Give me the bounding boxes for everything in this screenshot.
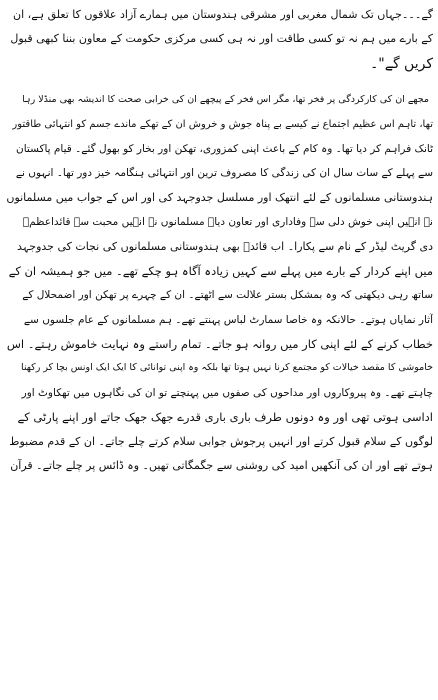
text-line: سے پہلے کے سات سال ان کی زندگی کا مصروف ترین اور انتہائی ہنگامہ خیز دور تھا۔ انہوں نے (15, 167, 433, 180)
text-line: چاہتے تھے۔ وہ پیروکاروں اور مداحوں کی صفوں میں پہنچتے تو ان کی نگاہوں میں تھکاوٹ اور (21, 386, 433, 399)
text-line: آثار نمایاں ہوتے۔ حالانکہ وہ خاصا سمارٹ لباس پہنتے تھے۔ ہم مسلمانوں کے عام جلسوں سے (23, 313, 433, 326)
paragraph-2 (5, 88, 433, 478)
text-line: خطاب کرنے کے لئے اپنی کار میں روانہ ہو جاتے۔ تمام راستے وہ نہایت خاموش رہتے۔ اس (6, 337, 433, 352)
text-line: ٹانک فراہم کر دیا تھا۔ وہ کام کے باعث اپنی کمزوری، تھکن اور بخار کو بھول گئے۔ قیام پاکستان (16, 142, 433, 155)
text-line: اداسی ہوتی تھی اور وہ دونوں طرف باری باری قدرے جھک جھک جاتے اور اپنے پارٹی کے (17, 410, 433, 425)
text-line: ہوتے تھے اور ان کی آنکھیں امید کی روشنی سے جگمگاتی تھیں۔ وہ ڈائس پر چلے جاتے۔ قرآن (10, 459, 433, 473)
text-line: میں اپنے کردار کے بارے میں پہلے سے کہیں زیادہ آگاہ ہو چکے تھے۔ میں جو ہمیشہ ان کے (8, 263, 433, 278)
text-line: نے انہیں اپنی خوش دلی سے وفاداری اور تعاون دیا۔ مسلمانوں نے انہیں محبت سے قائداعظمؒ (22, 216, 433, 229)
text-line: مجھے ان کی کارکردگی پر فخر تھا، مگر اس فخر کے پیچھے ان کی خرابی صحت کا اندیشہ بھی منڈلا رہا (22, 94, 429, 106)
text-line: گے۔۔۔جہاں تک شمال مغربی اور مشرقی ہندوستان میں ہمارے آزاد علاقوں کا تعلق ہے، ان (13, 8, 433, 21)
text-line: خاموشی کا مقصد خیالات کو مجتمع کرنا نہیں ہوتا تھا بلکہ وہ اپنی توانائی کا ایک ایک اونس بچا کر رکھنا (21, 362, 433, 374)
text-line: ہندوستانی مسلمانوں کے لئے انتھک اور مسلسل جدوجہد کی اور اس کے جواب میں مسلمانوں (6, 190, 433, 204)
text-line: ساتھ رہی دیکھتی کہ وہ بمشکل بستر علالت سے اٹھتے۔ ان کے چہرے پر تھکن اور اضمحلال کے (22, 289, 433, 302)
text-line: کے بارے میں ہم نہ تو کسی طاقت اور نہ ہی کسی مرکزی حکومت کے معاون بننا کبھی قبول (10, 32, 433, 46)
paragraph-gap (5, 76, 433, 88)
text-line: دی گریٹ لیڈر کے نام سے پکارا۔ اب قائدؒ بھی ہندوستانی مسلمانوں کی نجات کی جدوجہد (17, 239, 433, 253)
text-line: کریں گے"۔ (370, 55, 433, 72)
text-line: تھا، تاہم اس عظیم اجتماع نے کیسے بے پناہ جوش و خروش ان کے تھکے ماندے جسم کو انتہائی طاقتور (12, 118, 433, 130)
paragraph-1 (5, 3, 433, 76)
text-line: لوگوں کے سلام قبول کرتے اور انہیں پرجوش جوابی سلام کرتے چلے جاتے۔ ان کے قدم مضبوط (9, 434, 433, 448)
